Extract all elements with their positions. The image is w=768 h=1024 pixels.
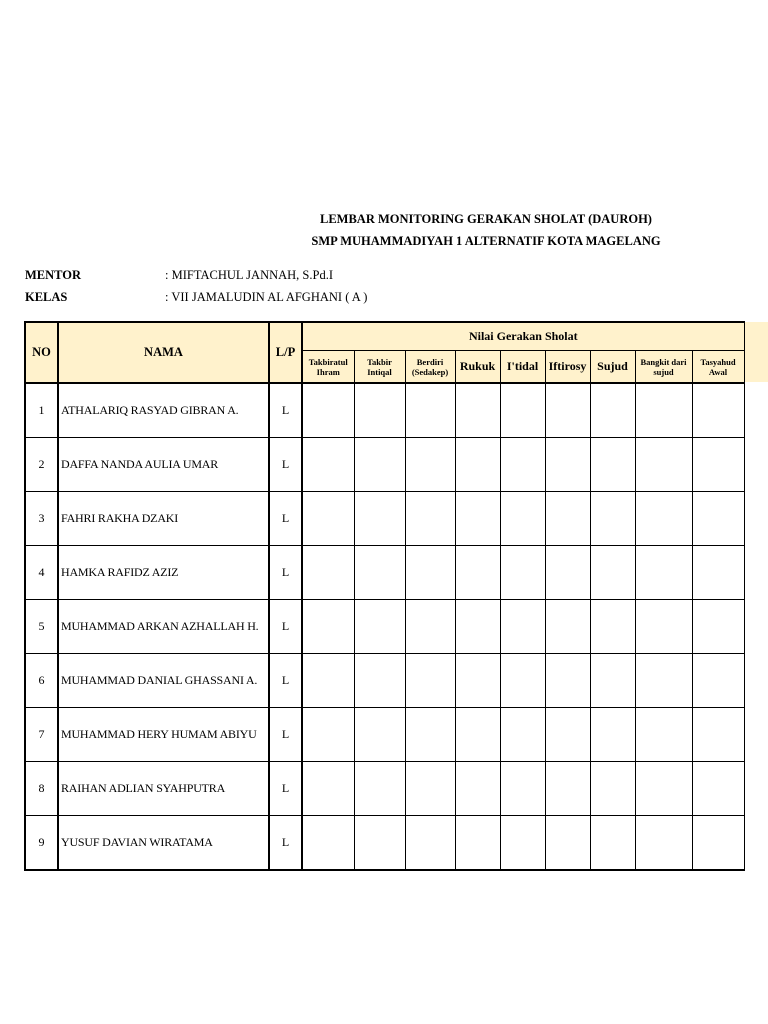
- score-cell[interactable]: [405, 600, 455, 654]
- score-cell[interactable]: [302, 762, 354, 816]
- kelas-label: KELAS: [25, 290, 68, 304]
- score-cell[interactable]: [354, 708, 405, 762]
- score-cell[interactable]: [590, 438, 635, 492]
- school-name: SMP MUHAMMADIYAH 1 ALTERNATIF KOTA MAGELANG: [311, 234, 661, 248]
- table-row: [25, 600, 744, 654]
- score-cell[interactable]: [692, 816, 744, 871]
- score-cell[interactable]: [455, 546, 500, 600]
- row-number: 3: [25, 492, 58, 546]
- student-name: MUHAMMAD HERY HUMAM ABIYU: [58, 708, 269, 762]
- score-cell[interactable]: [354, 546, 405, 600]
- row-number: 1: [25, 383, 58, 438]
- header-itidal: I'tidal: [500, 351, 545, 384]
- row-number: 2: [25, 438, 58, 492]
- score-cell[interactable]: [354, 438, 405, 492]
- score-cell[interactable]: [692, 708, 744, 762]
- row-number: 4: [25, 546, 58, 600]
- score-cell[interactable]: [590, 708, 635, 762]
- score-cell[interactable]: [545, 383, 590, 438]
- score-cell[interactable]: [302, 546, 354, 600]
- table-row: [25, 816, 744, 871]
- mentor-label: MENTOR: [25, 268, 82, 282]
- score-cell[interactable]: [692, 762, 744, 816]
- table-row: [25, 708, 744, 762]
- student-name: MUHAMMAD ARKAN AZHALLAH H.: [58, 600, 269, 654]
- student-gender: L: [269, 492, 302, 546]
- header-nama: NAMA: [58, 322, 269, 383]
- score-cell[interactable]: [545, 438, 590, 492]
- score-cell[interactable]: [692, 492, 744, 546]
- student-gender: L: [269, 383, 302, 438]
- score-cell[interactable]: [635, 816, 692, 871]
- student-name: MUHAMMAD DANIAL GHASSANI A.: [58, 654, 269, 708]
- header-iftirosy: Iftirosy: [545, 351, 590, 384]
- table-row: [25, 762, 744, 816]
- score-cell[interactable]: [692, 600, 744, 654]
- score-cell[interactable]: [405, 492, 455, 546]
- score-cell[interactable]: [455, 492, 500, 546]
- header-berdiri: Berdiri (Sedakep): [405, 351, 455, 384]
- score-cell[interactable]: [354, 654, 405, 708]
- mentor-value: : MIFTACHUL JANNAH, S.Pd.I: [165, 268, 333, 282]
- score-cell[interactable]: [635, 762, 692, 816]
- table-row: [25, 438, 744, 492]
- student-gender: L: [269, 600, 302, 654]
- score-cell[interactable]: [405, 438, 455, 492]
- monitoring-table: [24, 321, 745, 871]
- score-cell[interactable]: [302, 816, 354, 871]
- student-name: ATHALARIQ RASYAD GIBRAN A.: [58, 383, 269, 438]
- score-cell[interactable]: [302, 600, 354, 654]
- score-cell[interactable]: [545, 492, 590, 546]
- header-nilai-group: Nilai Gerakan Sholat: [302, 322, 744, 351]
- score-cell[interactable]: [545, 708, 590, 762]
- score-cell[interactable]: [692, 654, 744, 708]
- score-cell[interactable]: [545, 816, 590, 871]
- student-gender: L: [269, 438, 302, 492]
- score-cell[interactable]: [635, 654, 692, 708]
- header-takbir-intiqal: Takbir Intiqal: [354, 351, 405, 384]
- score-cell[interactable]: [635, 546, 692, 600]
- score-cell[interactable]: [455, 762, 500, 816]
- student-gender: L: [269, 816, 302, 871]
- score-cell[interactable]: [455, 708, 500, 762]
- score-cell[interactable]: [545, 600, 590, 654]
- score-cell[interactable]: [635, 600, 692, 654]
- score-cell[interactable]: [635, 492, 692, 546]
- student-rows: [25, 383, 744, 870]
- score-cell[interactable]: [545, 762, 590, 816]
- score-cell[interactable]: [635, 438, 692, 492]
- score-cell[interactable]: [405, 654, 455, 708]
- score-cell[interactable]: [354, 383, 405, 438]
- score-cell[interactable]: [455, 383, 500, 438]
- student-name: HAMKA RAFIDZ AZIZ: [58, 546, 269, 600]
- student-name: YUSUF DAVIAN WIRATAMA: [58, 816, 269, 871]
- header-lp: L/P: [269, 322, 302, 383]
- score-cell[interactable]: [500, 383, 545, 438]
- score-cell[interactable]: [692, 438, 744, 492]
- header-no: NO: [25, 322, 58, 383]
- header-rukuk: Rukuk: [455, 351, 500, 384]
- score-cell[interactable]: [590, 816, 635, 871]
- student-gender: L: [269, 654, 302, 708]
- row-number: 9: [25, 816, 58, 871]
- score-cell[interactable]: [405, 546, 455, 600]
- score-cell[interactable]: [692, 546, 744, 600]
- table-row: [25, 654, 744, 708]
- score-cell[interactable]: [354, 816, 405, 871]
- document-title: LEMBAR MONITORING GERAKAN SHOLAT (DAUROH): [320, 212, 652, 226]
- score-cell[interactable]: [405, 816, 455, 871]
- score-cell[interactable]: [455, 654, 500, 708]
- header-fill-extension: [742, 322, 768, 382]
- row-number: 5: [25, 600, 58, 654]
- score-cell[interactable]: [302, 492, 354, 546]
- score-cell[interactable]: [500, 654, 545, 708]
- score-cell[interactable]: [405, 708, 455, 762]
- header-sujud: Sujud: [590, 351, 635, 384]
- score-cell[interactable]: [590, 492, 635, 546]
- table-row: [25, 383, 744, 438]
- score-cell[interactable]: [500, 600, 545, 654]
- student-gender: L: [269, 708, 302, 762]
- student-gender: L: [269, 762, 302, 816]
- score-cell[interactable]: [545, 654, 590, 708]
- score-cell[interactable]: [455, 438, 500, 492]
- student-gender: L: [269, 546, 302, 600]
- score-cell[interactable]: [500, 438, 545, 492]
- score-cell[interactable]: [590, 654, 635, 708]
- student-name: DAFFA NANDA AULIA UMAR: [58, 438, 269, 492]
- score-cell[interactable]: [500, 546, 545, 600]
- score-cell[interactable]: [545, 546, 590, 600]
- score-cell[interactable]: [455, 816, 500, 871]
- score-cell[interactable]: [500, 762, 545, 816]
- student-name: FAHRI RAKHA DZAKI: [58, 492, 269, 546]
- score-cell[interactable]: [302, 654, 354, 708]
- score-cell[interactable]: [500, 708, 545, 762]
- score-cell[interactable]: [500, 816, 545, 871]
- score-cell[interactable]: [590, 600, 635, 654]
- row-number: 8: [25, 762, 58, 816]
- row-number: 6: [25, 654, 58, 708]
- score-cell[interactable]: [635, 708, 692, 762]
- score-cell[interactable]: [635, 383, 692, 438]
- score-cell[interactable]: [354, 600, 405, 654]
- score-cell[interactable]: [692, 383, 744, 438]
- document-title-block: [200, 208, 768, 252]
- table-row: [25, 546, 744, 600]
- score-cell[interactable]: [354, 762, 405, 816]
- score-cell[interactable]: [590, 383, 635, 438]
- student-name: RAIHAN ADLIAN SYAHPUTRA: [58, 762, 269, 816]
- header-bangkit-dari-sujud: Bangkit dari sujud: [635, 351, 692, 384]
- row-number: 7: [25, 708, 58, 762]
- score-cell[interactable]: [354, 492, 405, 546]
- score-cell[interactable]: [302, 438, 354, 492]
- header-takbiratul-ihram: Takbiratul Ihram: [302, 351, 354, 384]
- header-tasyahud-awal: Tasyahud Awal: [692, 351, 744, 384]
- score-cell[interactable]: [405, 383, 455, 438]
- score-cell[interactable]: [500, 492, 545, 546]
- score-cell[interactable]: [590, 546, 635, 600]
- kelas-value: : VII JAMALUDIN AL AFGHANI ( A ): [165, 290, 368, 304]
- score-cell[interactable]: [302, 383, 354, 438]
- score-cell[interactable]: [405, 762, 455, 816]
- score-cell[interactable]: [455, 600, 500, 654]
- table-row: [25, 492, 744, 546]
- score-cell[interactable]: [590, 762, 635, 816]
- score-cell[interactable]: [302, 708, 354, 762]
